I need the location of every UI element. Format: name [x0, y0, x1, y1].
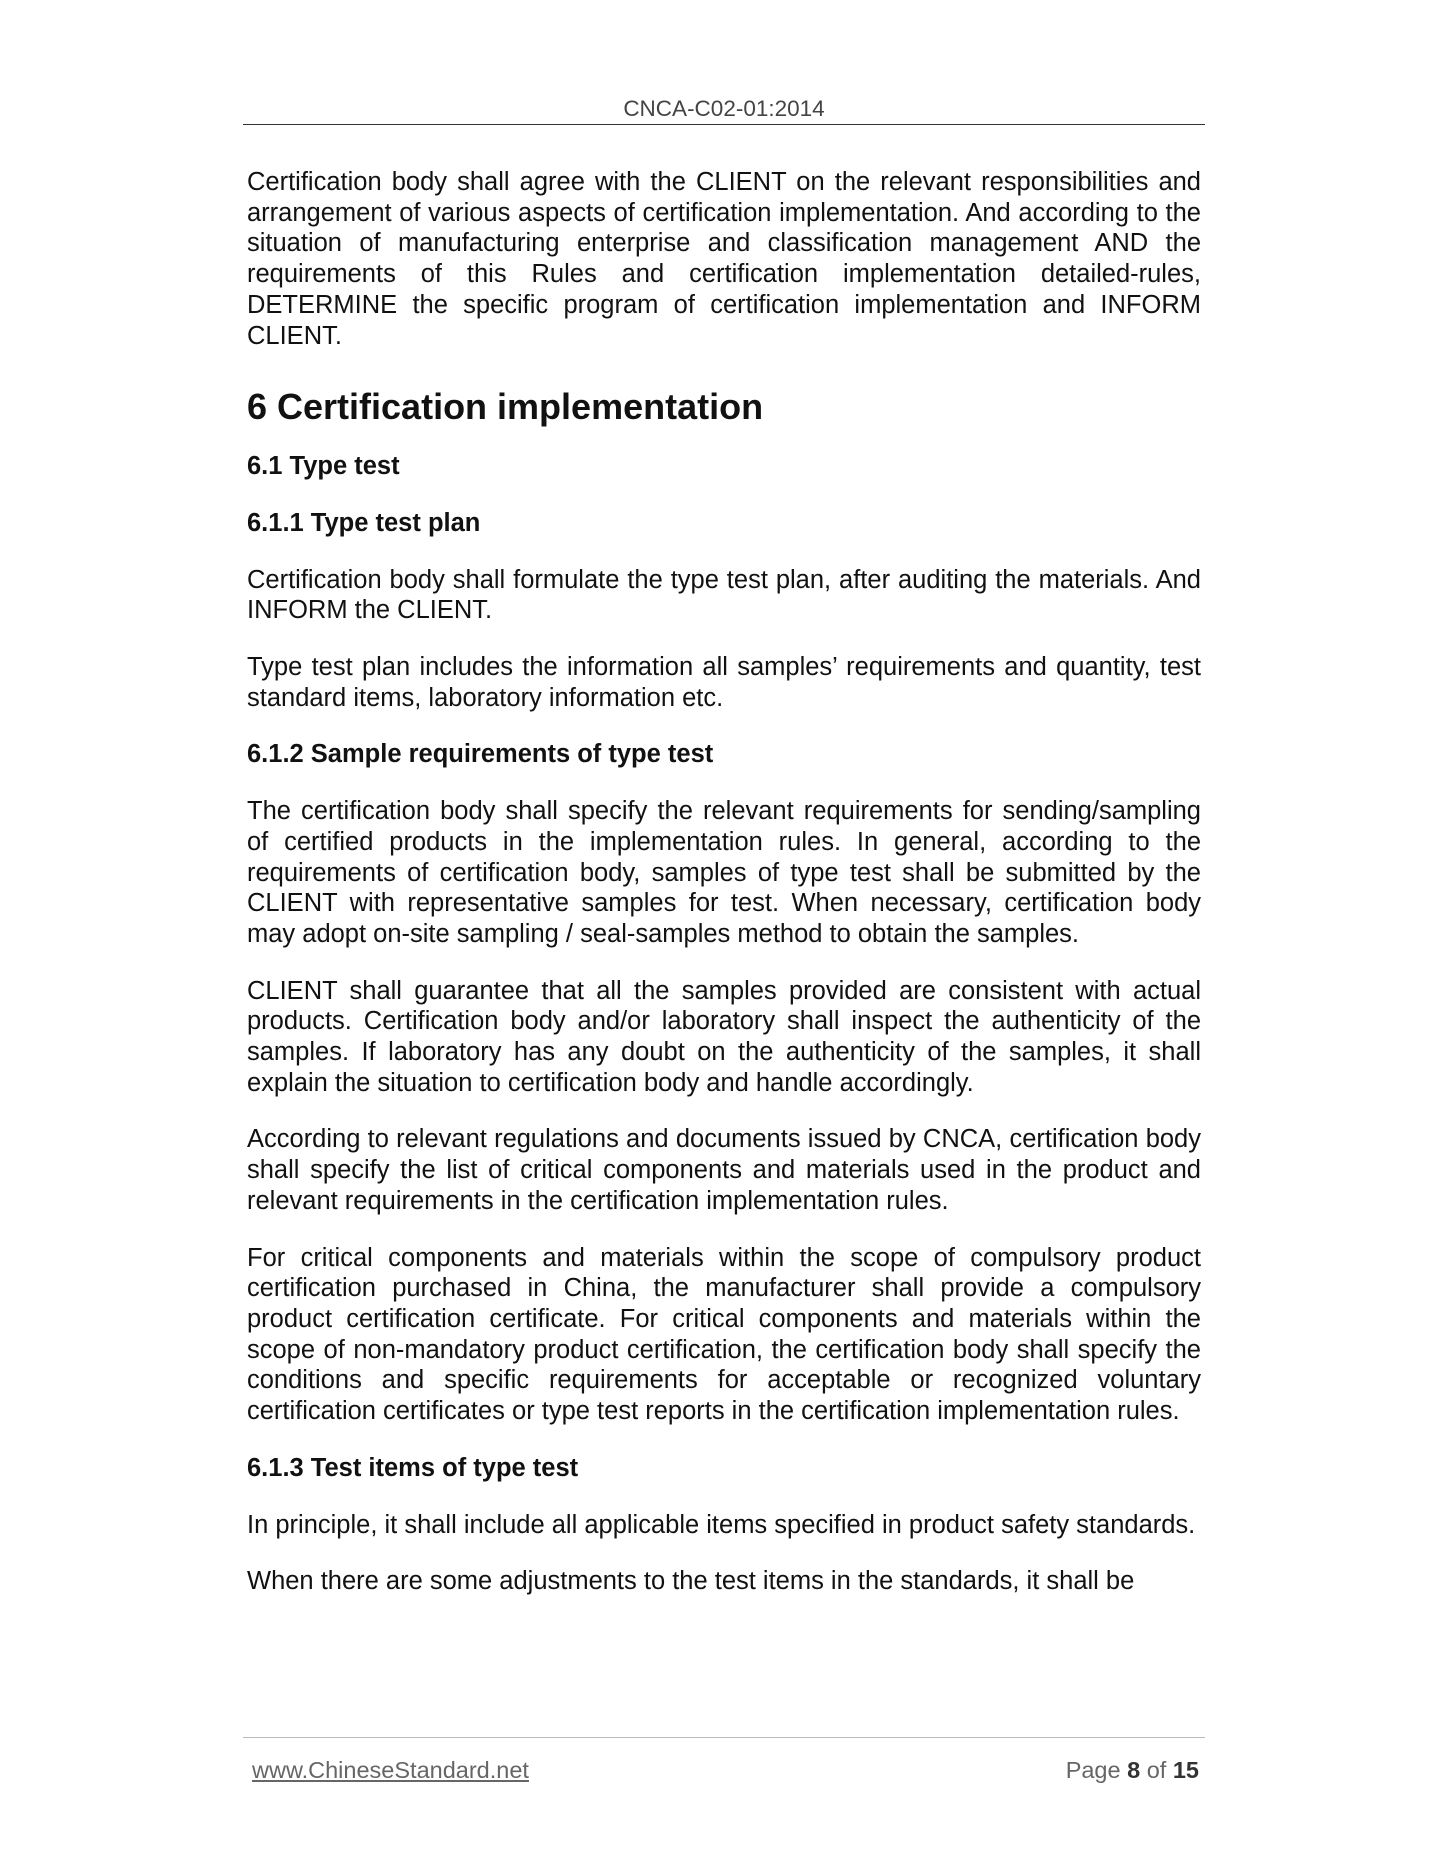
paragraph: CLIENT shall guarantee that all the samples provided are consistent with actual products. Certification body and/or laboratory shall inspect the authenticity of the samples. If laboratory has any doubt on the authenticity of the samples, it shall explain the situation to certification body and handle accordingly.: [247, 976, 1201, 1097]
page-number: [1066, 1757, 1199, 1784]
paragraph: In principle, it shall include all applicable items specified in product safety standards.: [247, 1510, 1196, 1539]
page-content: [247, 167, 1201, 1623]
section-6-heading: 6 Certification implementation: [247, 386, 764, 428]
website-link[interactable]: www.ChineseStandard.net: [252, 1757, 529, 1783]
footer-divider: [243, 1737, 1205, 1738]
paragraph: Certification body shall formulate the type test plan, after auditing the materials. And INFORM the CLIENT.: [247, 565, 1201, 625]
paragraph: When there are some adjustments to the test items in the standards, it shall be: [247, 1567, 1135, 1596]
section-6-1-3-heading: 6.1.3 Test items of type test: [247, 1453, 579, 1482]
page-of: of: [1146, 1757, 1167, 1783]
paragraph: The certification body shall specify the relevant requirements for sending/sampling of certified products in the implementation rules. In general, according to the requirements of certification body, samples of type test shall be submitted by the CLIENT with representative samples for test. When necessary, certification body may adopt on-site sampling / seal-samples method to obtain the samples.: [247, 797, 1201, 948]
header-divider: [243, 124, 1205, 125]
document-code-header: CNCA-C02-01:2014: [623, 96, 825, 121]
page-prefix: Page: [1065, 1757, 1121, 1783]
section-6-1-heading: 6.1 Type test: [247, 452, 400, 481]
section-6-1-2-heading: 6.1.2 Sample requirements of type test: [247, 740, 714, 769]
paragraph: For critical components and materials within the scope of compulsory product certification purchased in China, the manufacturer shall provide a compulsory product certification certificate. For critical components and materials within the scope of non-mandatory product certification, the certification body shall specify the conditions and specific requirements for acceptable or recognized voluntary certification certificates or type test reports in the certification implementation rules.: [247, 1243, 1201, 1426]
page-current: 8: [1127, 1757, 1141, 1783]
paragraph: Type test plan includes the information all samples’ requirements and quantity, test standard items, laboratory information etc.: [247, 653, 1201, 712]
paragraph: According to relevant regulations and documents issued by CNCA, certification body shall specify the list of critical components and materials used in the product and relevant requirements in the certification implementation rules.: [247, 1125, 1201, 1215]
section-6-1-1-heading: 6.1.1 Type test plan: [247, 508, 481, 537]
intro-paragraph: Certification body shall agree with the CLIENT on the relevant responsibilities and arrangement of various aspects of certification implementation. And according to the situation of manufacturing enterprise and classification management AND the requirements of this Rules and certification implementation detailed-rules, DETERMINE the specific program of certification implementation and INFORM CLIENT.: [247, 168, 1201, 350]
page-total: 15: [1172, 1757, 1199, 1783]
